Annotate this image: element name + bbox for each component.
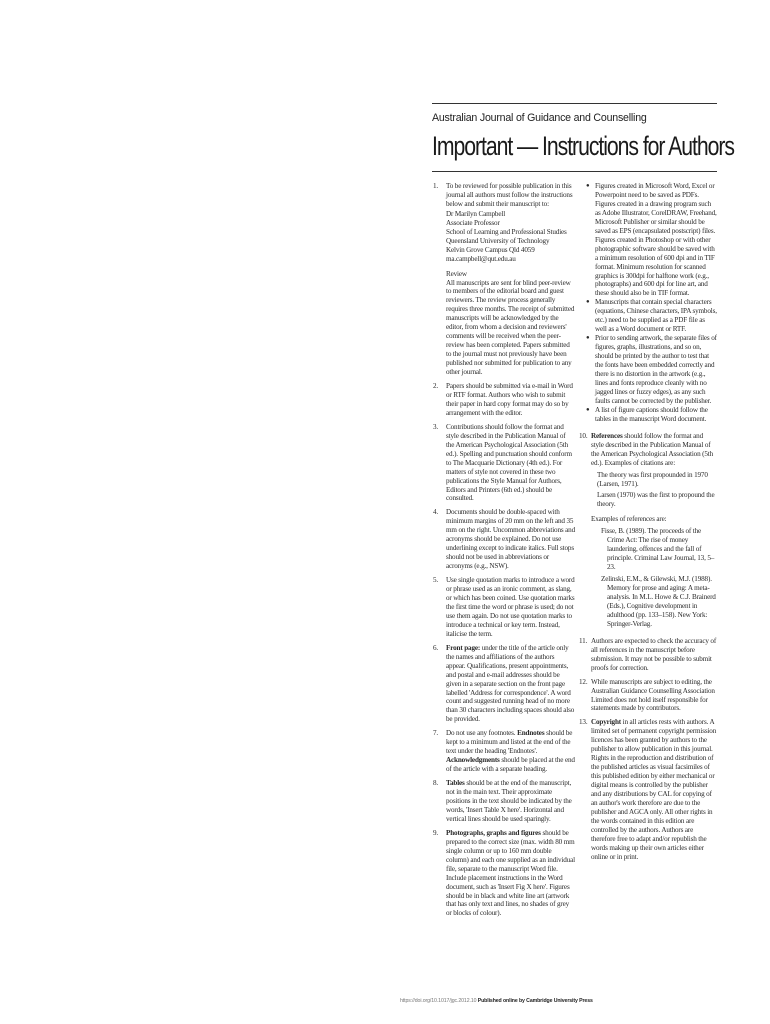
instruction-7: [433, 729, 575, 774]
instruction-12: [581, 678, 717, 714]
references-heading: Examples of references are:: [591, 515, 667, 524]
references-text: should follow the format and style described in the Publication Manual of the American Psychological Association (5th ed.). Examples of citations are:: [591, 431, 714, 467]
editor-address: [446, 210, 575, 264]
item-number: 8.: [433, 779, 439, 788]
instruction-text: [446, 829, 575, 919]
instruction-10: [581, 432, 717, 629]
header-rule: [432, 103, 717, 104]
item-number: 11.: [579, 636, 588, 645]
bullet-icon: ●: [586, 183, 590, 189]
item-number: 5.: [433, 576, 439, 585]
address-line: Queensland University of Technology: [446, 236, 550, 245]
instruction-4: [433, 508, 575, 571]
copyright-text: in all articles rests with authors. A limited set of permanent copyright permission licences has been granted by authors to the publisher to allow publication in this journal. Rights in the reproduction and distribution of the published articles as visual facsimiles of this published edition by either mechanical or digital means is controlled by the publisher and any distributions by CAL for copying of an author's work therefore are due to the publisher and AGCA only. All other rights in the words contained in this edition are controlled by the authors. Authors are therefore free to adapt and/or republish the words making up their own articles either online or in print.: [591, 718, 717, 861]
instruction-text: [446, 729, 575, 774]
address-line: School of Learning and Professional Studies: [446, 227, 567, 236]
acknowledgments-text: should be placed at the end of the article with a separate heading.: [446, 756, 575, 774]
instruction-9: [433, 829, 575, 919]
item-number: 10.: [579, 431, 588, 440]
instruction-1: [433, 182, 575, 377]
instruction-text: Documents should be double-spaced with minimum margins of 20 mm on the left and 35 mm on the right. Uncommon abbreviations and acronyms should be explained. Do not use underlining except to indicate italics. Full stops should not be used in abbreviations or acronyms (e.g., NSW).: [446, 508, 575, 571]
item-number: 12.: [579, 677, 588, 686]
instruction-6: [433, 644, 575, 725]
instruction-11: [581, 637, 717, 673]
references-label: References: [591, 431, 623, 440]
bullet-icon: ●: [586, 299, 590, 306]
bullet-text: A list of figure captions should follow the tables in the manuscript Word document.: [595, 405, 708, 423]
citation-example: Larsen (1970) was the first to propound the theory.: [597, 491, 715, 509]
figures-text: should be prepared to the correct size (max. width 80 mm single column or up to 160 mm double column) and each one supplied as an individual file, separate to the manuscript Word file. Include placement instructions in the Word document, such as 'Insert Fig X here'. Figures should be in black and white line art (artwork that has only text and lines, no shades of grey or blocks of colour).: [446, 828, 575, 918]
item-number: 6.: [433, 643, 439, 652]
footnotes-text: Do not use any footnotes.: [446, 729, 518, 738]
title-rule: [432, 171, 717, 172]
instruction-text: [446, 779, 575, 824]
bullet-icon: ●: [586, 406, 590, 413]
doi-link[interactable]: https://doi.org/10.1017/jgc.2012.10: [400, 998, 477, 1004]
copyright-label: Copyright: [591, 718, 621, 727]
tables-label: Tables: [446, 779, 465, 788]
front-page-text: under the title of the article only the names and affiliations of the authors appear. Qualifications, present appointments, and postal and e-mail addresses should be given in a separate section on the front page labelled 'Address for correspondence'. A word count and suggested running head of no more than 30 characters including spaces should also be provided.: [446, 643, 575, 724]
instruction-8: [433, 779, 575, 824]
bullet-item: [581, 406, 717, 424]
instruction-5: [433, 576, 575, 639]
review-heading: Review: [446, 269, 467, 278]
bullet-icon: ●: [586, 335, 590, 342]
reference-entry: Fisse, B. (1989). The proceeds of the Crime Act: The rise of money laundering, offences and the fall of principle. Criminal Law Journal, 13, 5–23.: [601, 527, 715, 572]
tables-text: should be at the end of the manuscript, not in the main text. Their approximate positions in the text should be indicated by the words, 'Insert Table X here'. Horizontal and vertical lines should be used sparingly.: [446, 779, 572, 823]
instruction-text: Papers should be submitted via e-mail in Word or RTF format. Authors who wish to submit their paper in hard copy format may do so by arrangement with the editor.: [446, 382, 573, 417]
bullet-text: Manuscripts that contain special characters (equations, Chinese characters, IPA symbols, etc.) need to be supplied as a PDF file as well as a Word document or RTF.: [595, 298, 717, 334]
instruction-13: [581, 718, 717, 861]
item-number: 1.: [433, 182, 439, 190]
address-line: Associate Professor: [446, 218, 500, 227]
instruction-text: Authors are expected to check the accuracy of all references in the manuscript before submission. It may not be possible to submit proofs for correction.: [591, 636, 717, 672]
citation-example: The theory was first propounded in 1970 (Larsen, 1971).: [597, 470, 708, 488]
journal-name: Australian Journal of Guidance and Counselling: [432, 112, 647, 124]
bullet-item: [581, 182, 717, 298]
instruction-text: To be reviewed for possible publication in this journal all authors must follow the instructions below and submit their manuscript to:: [446, 182, 573, 208]
item-number: 2.: [433, 382, 439, 391]
bullet-item: [581, 298, 717, 334]
endnotes-text: should be kept to a minimum and listed at the end of the text under the heading 'Endnotes'.: [446, 729, 573, 756]
review-text: All manuscripts are sent for blind peer-review to members of the editorial board and guest reviewers. The review process generally requires three months. The receipt of submitted manuscripts will be acknowledged by the editor, from whom a decision and reviewers' comments will be received when the peer-review has been completed. Papers submitted to the journal must not previously have been published nor submitted for publication to any other journal.: [446, 278, 575, 377]
bullet-text: Prior to sending artwork, the separate files of figures, graphs, illustrations, and so on, should be printed by the author to test that the fonts have been embedded correctly and there is no distortion in the artwork (e.g., lines and fonts reproduce cleanly with no jagged lines or fuzzy edges), as any such faults cannot be corrected by the publisher.: [595, 334, 717, 405]
item-number: 9.: [433, 828, 439, 837]
instruction-text: [591, 718, 717, 861]
bullet-item: [581, 334, 717, 406]
right-column: [581, 182, 717, 862]
page-footer: [400, 998, 593, 1004]
left-column: [433, 182, 575, 918]
email-link[interactable]: ma.campbell@qut.edu.au: [446, 254, 516, 263]
front-page-label: Front page:: [446, 643, 481, 652]
endnotes-label: Endnotes: [517, 729, 545, 738]
figures-label: Photographs, graphs and figures: [446, 828, 541, 837]
reference-entry: Zelinski, E.M., & Gilewski, M.J. (1988). Memory for prose and aging: A meta-analysis. In M.L. Howe & C.J. Brainerd (Eds.), Cognitive development in adulthood (pp. 133–158). New York: Springer-Verlag.: [601, 575, 716, 628]
instruction-2: [433, 382, 575, 418]
page-title: Important — Instructions for Authors: [432, 131, 734, 161]
address-line: Kelvin Grove Campus Qld 4059: [446, 245, 535, 254]
item-number: 7.: [433, 729, 439, 738]
instruction-text: While manuscripts are subject to editing, the Australian Guidance Counselling Association Limited does not hold itself responsible for statements made by contributors.: [591, 677, 715, 713]
acknowledgments-label: Acknowledgments: [446, 756, 500, 765]
item-number: 4.: [433, 508, 439, 517]
instruction-text: [591, 432, 717, 468]
instruction-3: [433, 423, 575, 504]
address-line: Dr Marilyn Campbell: [446, 209, 506, 218]
item-number: 3.: [433, 422, 439, 431]
bullet-text: Figures created in Microsoft Word, Excel or Powerpoint need to be saved as PDFs. Figures created in a drawing program such as Adobe Illustrator, CorelDRAW, Freehand, Microsoft Publisher or similar should be saved as EPS (encapsulated postscript) files. Figures created in Photoshop or with other photographic software should be saved with a minimum resolution of 600 dpi and in TIF format. Minimum resolution for scanned graphics is 300dpi for halftone work (e.g., photographs) and 600 dpi for line art, and these should also be in TIF format.: [595, 182, 717, 298]
published-online-text: Published online by Cambridge University Press: [477, 998, 593, 1004]
instruction-text: Use single quotation marks to introduce a word or phrase used as an ironic comment, as slang, or which has been coined. Use quotation marks the first time the word or phrase is used; do not use them again. Do not use quotation marks to introduce a technical or key term. Instead, italicise the term.: [446, 576, 575, 638]
instruction-text: Contributions should follow the format and style described in the Publication Manual of the American Psychological Association (5th ed.). Spelling and punctuation should conform to The Macquarie Dictionary (4th ed.). For matters of style not covered in these two publications the Style Manual for Authors, Editors and Printers (6th ed.) should be consulted.: [446, 422, 572, 503]
item-number: 13.: [579, 718, 588, 727]
instruction-text: [446, 644, 575, 725]
